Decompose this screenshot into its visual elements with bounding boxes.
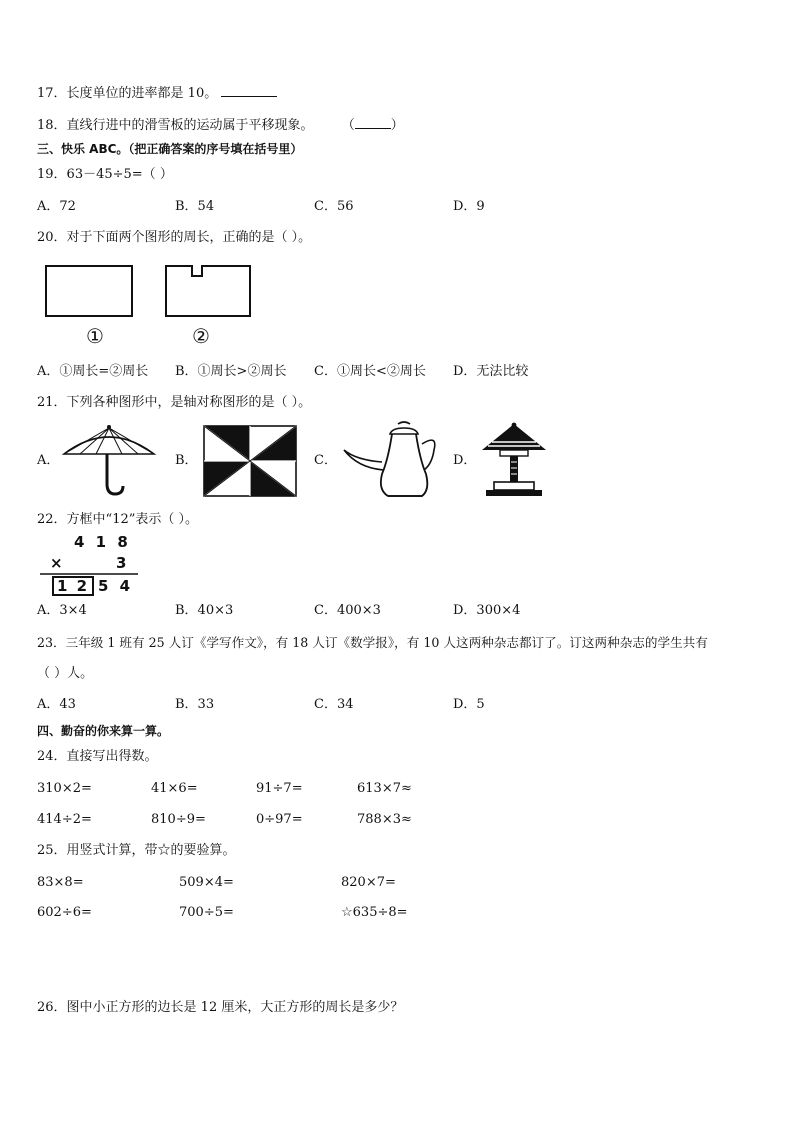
option-c[interactable]: C．34 [314, 697, 354, 712]
paren-close: ） [390, 118, 404, 133]
boxed-digits: 1 2 [52, 576, 94, 596]
question-25-text: 25．用竖式计算，带☆的要验算。 [37, 843, 236, 858]
option-d[interactable]: D． [453, 453, 477, 468]
calc-item: 310×2= [37, 781, 92, 796]
question-23-line1: 23．三年级 1 班有 25 人订《学写作文》，有 18 人订《数学报》，有 10 人这两种杂志都订了。订这两种杂志的学生共有 [37, 635, 708, 650]
calc-item: 788×3≈ [357, 812, 412, 827]
calc-item: 820×7= [341, 875, 396, 890]
question-17 [37, 84, 277, 102]
vertical-multiplier: 3 [116, 554, 127, 572]
option-d[interactable]: D．5 [453, 697, 485, 712]
calc-item: 509×4= [179, 875, 234, 890]
option-d[interactable]: D．300×4 [453, 603, 521, 618]
option-c[interactable]: C． [314, 453, 337, 468]
calc-item: 91÷7= [256, 781, 303, 796]
answer-blank[interactable] [355, 116, 391, 129]
question-21-text: 21．下列各种图形中，是轴对称图形的是（ ）。 [37, 395, 312, 410]
calc-item: 414÷2= [37, 812, 92, 827]
option-b[interactable]: B．40×3 [175, 603, 234, 618]
question-23-line2: （ ）人。 [37, 666, 94, 681]
calc-item: 0÷97= [256, 812, 303, 827]
option-b[interactable]: B．54 [175, 199, 215, 214]
calc-item: 41×6= [151, 781, 198, 796]
pinwheel-icon [200, 424, 300, 500]
question-18 [37, 116, 404, 134]
question-20-text: 20．对于下面两个图形的周长，正确的是（ ）。 [37, 230, 312, 245]
option-a[interactable]: A． [37, 453, 60, 468]
figure-label-2: ② [192, 324, 210, 348]
option-a[interactable]: A．72 [37, 199, 76, 214]
rectangle-figure [46, 266, 132, 316]
option-b[interactable]: B．33 [175, 697, 215, 712]
calc-item: 810÷9= [151, 812, 206, 827]
question-18-text: 18．直线行进中的滑雪板的运动属于平移现象。 [37, 118, 314, 133]
option-d[interactable]: D．无法比较 [453, 364, 529, 379]
question-19-text: 19．63－45÷5=（ ） [37, 167, 173, 182]
calc-item: ☆635÷8= [341, 905, 408, 920]
vertical-product-rest: 5 4 [98, 577, 134, 595]
perimeter-figures [40, 262, 260, 350]
umbrella-icon [60, 424, 158, 498]
answer-blank[interactable] [221, 84, 277, 97]
option-a[interactable]: A．43 [37, 697, 76, 712]
teapot-icon [338, 420, 440, 500]
option-d[interactable]: D．9 [453, 199, 485, 214]
paren-open: （ [341, 118, 355, 133]
calc-item: 613×7≈ [357, 781, 412, 796]
question-24-text: 24．直接写出得数。 [37, 749, 158, 764]
option-c[interactable]: C．56 [314, 199, 354, 214]
question-22-text: 22．方框中“12”表示（ ）。 [37, 512, 199, 527]
option-a[interactable]: A．3×4 [37, 603, 87, 618]
option-a[interactable]: A．①周长=②周长 [37, 364, 149, 379]
section-3-title: 三、快乐 ABC。（把正确答案的序号填在括号里） [37, 142, 303, 156]
times-sign: × [50, 554, 63, 572]
calc-item: 83×8= [37, 875, 84, 890]
notched-rectangle-figure [166, 266, 250, 316]
calc-item: 700÷5= [179, 905, 234, 920]
lamp-icon [478, 420, 550, 500]
option-c[interactable]: C．①周长<②周长 [314, 364, 426, 379]
option-b[interactable]: B．①周长>②周长 [175, 364, 287, 379]
calc-item: 602÷6= [37, 905, 92, 920]
question-26-text: 26．图中小正方形的边长是 12 厘米，大正方形的周长是多少？ [37, 1000, 404, 1015]
question-17-text: 17．长度单位的进率都是 10。 [37, 86, 218, 101]
option-b[interactable]: B． [175, 453, 198, 468]
figure-label-1: ① [86, 324, 104, 348]
vertical-multiplicand: 4 1 8 [74, 533, 131, 551]
option-c[interactable]: C．400×3 [314, 603, 381, 618]
section-4-title: 四、勤奋的你来算一算。 [37, 724, 170, 738]
